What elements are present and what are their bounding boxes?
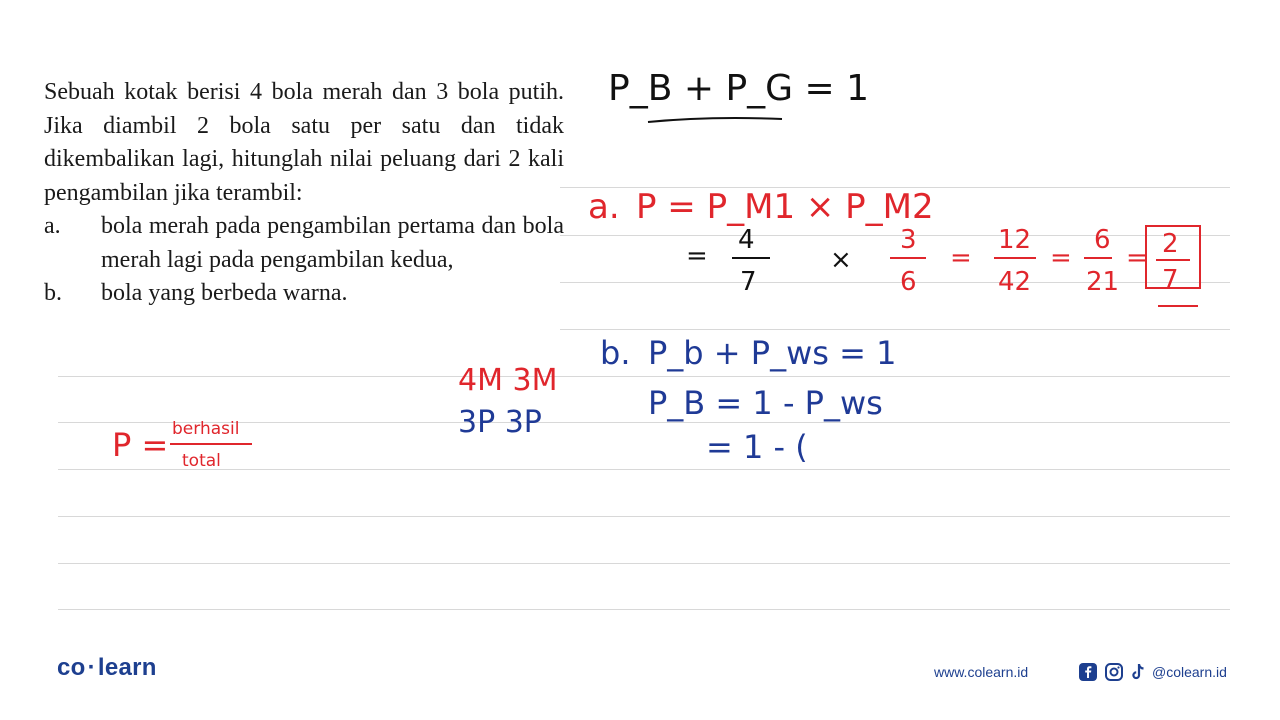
ball-row-2: 3P 3P (458, 405, 542, 440)
equals-sign: = (1126, 243, 1148, 273)
fraction-den: 42 (998, 267, 1032, 297)
part-a (588, 187, 934, 227)
underline (648, 118, 782, 122)
eq-top-text: P_B + P_G = 1 (608, 68, 870, 109)
item-label: a. (44, 213, 61, 239)
brand-logo[interactable] (57, 654, 157, 682)
ball-counts (458, 363, 557, 398)
problem-intro: Sebuah kotak berisi 4 bola merah dan 3 bola putih. Jika diambil 2 bola satu per satu dan tidak dikembalikan lagi, hitunglah nilai peluang dari 2 kali pengambilan jika terambil: (44, 79, 564, 206)
formula-lhs: P = (112, 426, 169, 464)
tiktok-icon[interactable] (1128, 662, 1148, 682)
fraction-den: 6 (900, 267, 917, 297)
fraction-num: 12 (998, 225, 1032, 255)
formula-numerator: berhasil (172, 419, 240, 439)
part-b-line2: P_B = 1 - P_ws (648, 384, 883, 422)
answer-num: 2 (1162, 229, 1179, 259)
item-text: bola merah pada pengambilan pertama dan bola merah lagi pada pengambilan kedua, (101, 213, 564, 273)
part-b (600, 334, 896, 466)
item-text: bola yang berbeda warna. (101, 280, 348, 306)
part-a-fractions (686, 225, 1200, 306)
formula (112, 419, 252, 471)
part-b-line3: = 1 - ( (706, 428, 808, 466)
instagram-icon[interactable] (1104, 662, 1124, 682)
part-a-label: a. (588, 187, 620, 227)
fraction-den: 7 (740, 267, 757, 297)
equals-sign: = (686, 241, 708, 271)
fraction-num: 6 (1094, 225, 1111, 255)
brand-dot: · (87, 654, 96, 681)
fraction-num: 4 (738, 225, 755, 255)
answer-den: 7 (1162, 265, 1179, 295)
facebook-icon[interactable] (1078, 662, 1098, 682)
formula-denominator: total (182, 451, 221, 471)
part-b-line1: P_b + P_ws = 1 (648, 334, 897, 372)
website-link[interactable]: www.colearn.id (934, 664, 1029, 680)
part-a-line1: P = P_M1 × P_M2 (636, 187, 934, 227)
item-label: b. (44, 280, 62, 306)
eq-top (608, 68, 869, 109)
brand-left: co (57, 654, 86, 681)
fraction-num: 3 (900, 225, 917, 255)
footer (0, 630, 1280, 720)
times-sign: × (830, 245, 852, 275)
social-handle[interactable]: @colearn.id (1152, 664, 1227, 680)
ball-counts-2 (458, 405, 542, 440)
equals-sign: = (1050, 243, 1072, 273)
brand-right: learn (97, 654, 157, 681)
part-b-label: b. (600, 334, 631, 372)
equals-sign: = (950, 243, 972, 273)
ball-row-1: 4M 3M (458, 363, 558, 398)
fraction-den: 21 (1086, 267, 1120, 297)
